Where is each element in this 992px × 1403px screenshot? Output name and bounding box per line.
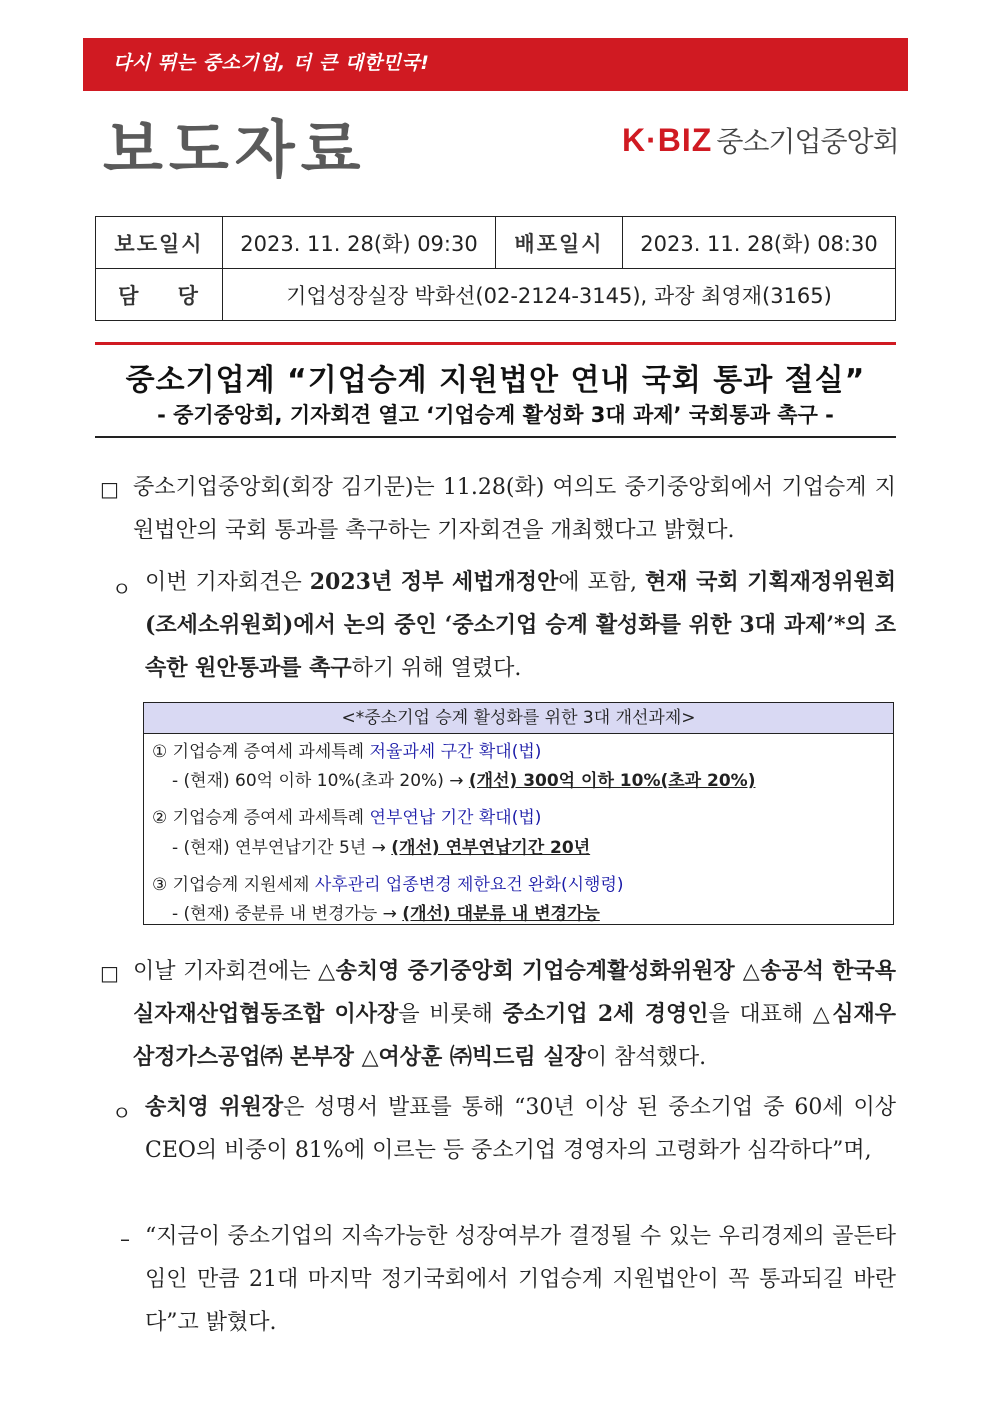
task-1-num: ① — [152, 742, 168, 762]
banner-slogan: 다시 뛰는 중소기업, 더 큰 대한민국! — [113, 52, 430, 74]
improvement-tasks-box — [143, 702, 894, 925]
p2-text-e: 하기 위해 열렸다. — [351, 656, 522, 681]
task-3 — [152, 870, 624, 895]
p3-text-a: 이날 기자회견에는 — [133, 959, 319, 984]
task-1-improved: (개선) 300억 이하 10%(초과 20%) — [468, 771, 756, 791]
p2-text-d: 현재 국회 기획재정위원회(조세소위원회)에서 논의 중인 ‘중소기업 승계 활성화를 위한 3대 과제’*의 조속한 원안통과를 촉구 — [145, 569, 896, 681]
p3-text-e: 을 대표해 — [708, 1002, 813, 1027]
task-1-current: - (현재) 60억 이하 10%(초과 20%) → — [172, 771, 469, 791]
task-2 — [152, 803, 541, 828]
p3-marker: □ — [100, 961, 119, 985]
headline-title: 중소기업계 “기업승계 지원법안 연내 국회 통과 절실” — [125, 363, 866, 398]
kbiz-logo — [622, 120, 899, 160]
p5-text: “지금이 중소기업의 지속가능한 성장여부가 결정될 수 있는 우리경제의 골든타임인 만큼 21대 마지막 정기국회에서 기업승계 지원법안이 꼭 통과되길 바란다”고 밝혔다. — [145, 1224, 896, 1335]
paragraph-3 — [133, 950, 896, 1079]
contact-value: 기업성장실장 박화선(02-2124-3145), 과장 최영재(3165) — [223, 269, 896, 321]
p2-marker: ㅇ — [112, 577, 132, 601]
p4-text-b: 은 성명서 발표를 통해 “30년 이상 된 중소기업 중 60세 이상 CEO의 비중이 81%에 이르는 등 중소기업 경영자의 고령화가 심각하다”며, — [145, 1095, 897, 1163]
paragraph-1 — [133, 466, 896, 552]
p2-text-c: 에 포함, — [558, 570, 645, 595]
task-1 — [152, 737, 541, 762]
paragraph-4 — [145, 1086, 896, 1172]
headline-subtitle: - 중기중앙회, 기자회견 열고 ‘기업승계 활성화 3대 과제’ 국회통과 촉구 - — [157, 403, 834, 427]
task-3-improved: (개선) 대분류 내 변경가능 — [402, 904, 600, 924]
info-table — [95, 216, 896, 321]
distribute-value: 2023. 11. 28(화) 08:30 — [623, 217, 896, 269]
task-3-current: - (현재) 중분류 내 변경가능 → — [172, 904, 403, 924]
doc-title: 보도자료 — [103, 113, 367, 186]
task-1-highlight: 저율과세 구간 확대(법) — [369, 742, 542, 762]
release-label: 보도일시 — [96, 217, 223, 269]
p3-text-d: 중소기업 2세 경영인 — [502, 1001, 709, 1027]
box-title: <*중소기업 승계 활성화를 위한 3대 개선과제> — [144, 703, 893, 734]
p3-text-c: 을 비롯해 — [398, 1002, 503, 1027]
distribute-label: 배포일시 — [496, 217, 623, 269]
p1-marker: □ — [100, 477, 119, 501]
task-2-highlight: 연부연납 기간 확대(법) — [369, 808, 542, 828]
logo-text: 중소기업중앙회 — [716, 125, 899, 158]
p3-text-b: △송치영 중기중앙회 기업승계활성화위원장 △송공석 한국욕실자재산업협동조합 이사장 — [133, 958, 896, 1027]
task-2-prefix: 기업승계 증여세 과세특례 — [172, 808, 370, 828]
logo-mark: K·BIZ — [622, 122, 713, 158]
task-3-prefix: 기업승계 지원세제 — [172, 875, 315, 895]
task-2-improved: (개선) 연부연납기간 20년 — [391, 838, 591, 858]
p2-text-b: 2023년 정부 세법개정안 — [309, 569, 559, 595]
task-3-detail — [172, 899, 600, 924]
task-3-num: ③ — [152, 875, 168, 895]
task-1-detail — [172, 766, 755, 791]
p4-marker: ㅇ — [112, 1101, 132, 1125]
p4-text-a: 송치영 위원장 — [145, 1094, 284, 1120]
headline-rule-bottom — [95, 436, 896, 438]
task-2-num: ② — [152, 808, 168, 828]
contact-label: 담 당 — [96, 269, 223, 321]
task-3-highlight: 사후관리 업종변경 제한요건 완화(시행령) — [314, 875, 624, 895]
p3-text-g: 이 참석했다. — [585, 1045, 707, 1070]
p2-text-a: 이번 기자회견은 — [145, 570, 310, 595]
task-1-prefix: 기업승계 증여세 과세특례 — [172, 742, 370, 762]
release-value: 2023. 11. 28(화) 09:30 — [223, 217, 496, 269]
slogan-banner — [83, 38, 908, 91]
task-2-detail — [172, 833, 590, 858]
p5-marker: – — [120, 1227, 130, 1251]
p3-text-f: △심재우 삼정가스공업㈜ 본부장 △여상훈 ㈜빅드림 실장 — [133, 1001, 896, 1070]
paragraph-5 — [145, 1215, 896, 1344]
task-2-current: - (현재) 연부연납기간 5년 → — [172, 838, 392, 858]
headline-rule-top — [95, 342, 896, 345]
paragraph-2 — [145, 561, 896, 690]
p1-text: 중소기업중앙회(회장 김기문)는 11.28(화) 여의도 중기중앙회에서 기업승계 지원법안의 국회 통과를 촉구하는 기자회견을 개최했다고 밝혔다. — [133, 475, 896, 543]
